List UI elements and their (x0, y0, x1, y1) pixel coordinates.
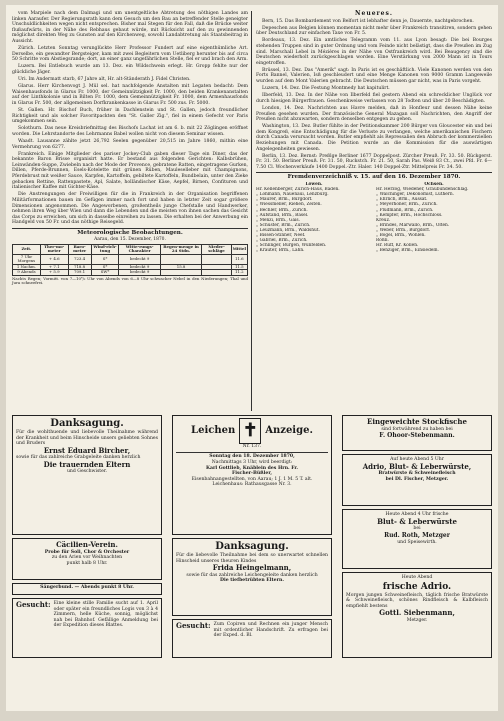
ad-sub: Bratwürste & Schweinefleisch (378, 471, 456, 477)
fremden-entry: „ Aufstand, Brm., Basel. (256, 212, 309, 218)
news-london: London, 14. Dez. Nachrichten aus Havre melden, daß in Honfleur und dessen Nähe keine Preußen gesehen wurden. Der französische General Mazagan soll Nachrichten, den Angriff der Preußen nicht abzuwarten, sondern denselben entgegen zu gehen. (256, 105, 492, 123)
ad-danksagung-heingelmann (172, 538, 332, 616)
article-freiwillige: Die Anstrengungen der Freiwilligen für die in Frankreich in der Organisation begriffenen Militärformationen bauen im Gefügen immer nach fort und haben in letzter Zeit sogar größere Dimensionen angenommen. Die Angeworbenen, großentheils junge Chefstalle und Handwerker, nehmen ihren Weg über Wien und dann die Lebenden und die meisten von ihnen sachen das Gesicht das Corps zu erreichen, um sich in dasselbe einreihen zu lassen. Die erhalten bei der Anwerbung ein Handgeld von 50 Fr. und das nöthige Reisegeld. (12, 192, 248, 226)
meteo-cell (160, 254, 202, 264)
ad-head: Heute Abend (401, 575, 433, 580)
news-depeschen: Depeschen aus Belgien können momentan nicht mehr über Frankreich transitiren, sondern gehen über Deutschland zur einfachen Taxe von Fr. 5. (256, 25, 492, 37)
ad-gesucht-schreiber (172, 619, 332, 658)
meteo-cell: 11.5 (231, 264, 247, 269)
meteo-header-cell: Regen-menge in 24 Stdn. (160, 245, 202, 255)
article-uri: Uri. Im Andermatt starb, 67 Jahre alt, Hr. alt-Ständerath J. Fidel Christen. (18, 77, 191, 83)
meteo-header-cell: Baro-meter (68, 245, 91, 255)
fremden-entry: Kreuz. (376, 217, 391, 223)
ad-sign: sowie für das zahlreiche Leichengeleite danken herzlich (186, 572, 318, 578)
ad-gesucht-logis (12, 598, 162, 658)
ad-sign-2: Die tiefbetrübten Eltern. (220, 578, 284, 584)
ad-title: Cäcilien-Verein. (56, 540, 118, 549)
ad-leichen-anzeige (172, 415, 332, 535)
ad-sign: Die trauernden Eltern (43, 459, 131, 469)
meteo-cell (202, 270, 231, 275)
meteo-title: Meteorologische Beobachtungen. (77, 229, 183, 236)
meteo-subtitle: Aarau, den 15. Dezember, 1870. (94, 237, 166, 243)
meteo-cell: 1 Nachm. (13, 264, 41, 269)
meteo-cell: 709.1 (68, 270, 91, 275)
ad-body: Für die liebevolle Theilnahme bei dem so unerwartet schnellen Hinscheid unseres theuren Kindes (176, 553, 328, 564)
fremden-entry: „ Wiessmeller, Riehen, Zeiten. (256, 202, 322, 208)
fremden-entry: „ Maurer, Brm., Burgdorf. (256, 197, 313, 203)
meteo-cell: 9 Abends (13, 270, 41, 275)
column-divider (251, 11, 252, 411)
meteo-cell: 7 Uhr Morgens (13, 254, 41, 264)
ad-bei: bei (413, 526, 421, 532)
ad-title: Danksagung. (50, 418, 124, 429)
ad-name: Ernst Eduard Bircher, (43, 445, 131, 455)
fremden-entry: Hr. Ruff, Kr. Kollen. (376, 243, 419, 249)
meteo-header-cell: Mittel (231, 245, 247, 255)
ad-body: Morgen jungen Schweinefleisch, täglich frische Bratwürste & Schweinefleisch, schönes Rindfleisch & Kalbfleisch empfiehlt bestens (346, 592, 488, 609)
ad-title-1: Leichen (191, 425, 236, 436)
ad-title-2: Anzeige. (265, 425, 313, 436)
ad-head: Auf heute Abend 5 Uhr (390, 457, 444, 462)
ad-body: Zum Copiren und Rechnen ein junger Mensch mit ordentlicher Handschrift. Zu erfragen bei der Exped. d. Bl. (213, 622, 328, 639)
meteo-cell: 723.4 (68, 254, 91, 264)
ad-title: Gesucht: (16, 600, 51, 609)
ad-role: Metzger. (406, 617, 428, 623)
ad-title: Danksagung. (215, 541, 289, 552)
fremden-entry: „ Bissen-Stinner, Neef. (256, 232, 306, 238)
meteo-header-cell: Ther-mo-meter (40, 245, 68, 255)
meteo-cell (160, 270, 202, 275)
article-st-gallen: St. Gallen. Hr. Bischof Buch, früher in Dachlenstein und St. Gallen, jedoch freundlicher Richtigkeit und als solcher Favoritpackten den "St. Galler Zig.", fiel in einem Gefecht vor Paris umgekommen sein. (12, 108, 248, 125)
ad-name: Karl Gottlieb, Knäblein des Hrn. Fr. (205, 465, 299, 471)
article-waadt: Waadt. Lausanne zählte jetzt 26,792 Seelen gegenüber 20,515 im Jahre 1860, mithin eine Vermehrung von 6277. (12, 138, 248, 150)
ad-caecilien-verein (12, 538, 162, 580)
meteo-cell: 11.2 (231, 270, 247, 275)
meteo-cell: S* (91, 264, 119, 269)
news-berlin-market: Berlin, 13. Dez. Bernst: Preßlge Berliner 1677 Doppelpost. Zürcher Preuß. Fr. 33. 50. Rückgerst. Fr. 31. 50. Berliner Preuß. Fr. 31. 50, Ruckstch. Fr. 21. 50, Sarah Pas. Weiß 83 Ct., zwei Pfd. Fr. 6—7.50 Cl. Wochenverkäufe 1400 Doppel.-Ztr. Haler. 140 Doppel-Ztr. Mittelpreis Fr. 34. 50. (256, 153, 492, 170)
ad-name: Rud. Roth, Metzger (384, 531, 450, 539)
meteo-cell: + 4.6 (40, 254, 68, 264)
meteo-cell: 11.6 (231, 254, 247, 264)
fremden-heading-ochsen: Ochsen. (424, 182, 444, 188)
right-column (256, 11, 492, 253)
meteo-row (13, 270, 248, 275)
meteo-table (12, 244, 248, 275)
fremden-entry: „ Walchinger, Dekonomist, Luthern. (376, 192, 454, 198)
ad-line-2: zu den Arien vor Weihnachten (51, 555, 123, 561)
ad-body: sind fortwährend zu haben bei (381, 426, 453, 432)
ad-roth-metzger (342, 509, 492, 569)
section-title-neueres: Neueres. (355, 10, 393, 17)
meteo-header-cell: Witte-rungs-Charakter (119, 245, 160, 255)
meteo-cell: + 7.1 (40, 264, 68, 269)
ad-date: Sonntag den 18. Dezember 1870, (209, 454, 295, 460)
article-solothurn: Solothurn. Das neue Kreisbriefmittag des Bischofs Lachat ist am 6. b. mit 22 Zöglingen eröffnet worden. Die Lehrstandorte des Lehrmanns Babel wollen nicht von diesem Seminar wissen. (12, 126, 248, 137)
ad-title: frische Adrio. (382, 581, 452, 592)
fremden-entry: „ Bechler, Brm., Zürich. (256, 207, 308, 213)
fremden-entry: „ Benziger, Brm., Einsiedeln. (376, 248, 439, 254)
ad-time: Nachmittags 3 Uhr, wird beerdigt: (211, 459, 293, 465)
meteo-cell: 718.8 (68, 264, 91, 269)
fremden-entry: „ Leuzmann, Brm., Waldshut. (256, 227, 320, 233)
news-bruessel: Brüssel, 13. Dez. Das "Amerik" sagt: In Paris ist es geschäftlich. Viele Kanonen werden von den Forts Bannel, Valerien, Isß geschleudert und eine Menge Kanonen von 9000 Gramm Langeweile wurden auf dem Mont Valerien gebracht. Die Deutschen müssen gar nicht, was in Paris vorgeht. (256, 67, 492, 85)
ad-number: Nr. 137. (242, 444, 262, 449)
ad-title: Sängerbund. — Abends punkt 8 Uhr. (40, 585, 134, 590)
fremden-col-1 (256, 182, 372, 253)
ad-title: Adrio, Blut- & Leberwürste, (362, 461, 472, 471)
meteo-cell: bedeckt 9 (119, 264, 160, 269)
ad-name: Frida Heingelmann, (212, 563, 292, 573)
meteo-cell: SW* (91, 270, 119, 275)
fremden-entry: „ Schlinger, Bürgen, Wünfelden. (256, 243, 327, 249)
meteo-cell: S* (91, 254, 119, 264)
ad-danksagung-bircher (12, 415, 162, 535)
ad-line-3: punkt halb 8 Uhr. (66, 560, 108, 566)
meteo-cell (202, 254, 231, 264)
meteo-header-cell: Wind-rich-tung (91, 245, 119, 255)
ad-name: F. Ohoor-Stebenmann. (379, 432, 455, 440)
ad-siebenmann-metzger (342, 572, 492, 658)
meteo-cell: bedeckt 9 (119, 254, 160, 264)
ad-title: Blut- & Leberwürste (377, 516, 457, 526)
fremden-title: Fremdenverzeichniß v. 15. auf den 16. Dezember 1870. (287, 174, 461, 181)
ad-sign: bei Dl. Fischer, Metzger. (385, 476, 449, 482)
fremden-entry: „ Plüdmann, Brm., Zürich. (376, 207, 434, 213)
ad-head: Heute Abend 4 Uhr frische (385, 512, 449, 517)
newspaper-page (6, 5, 498, 711)
fremden-entry: „ Kräuter, Brm., Lahn. (256, 248, 305, 254)
article-luzern: Luzern. Bei Entlebuch wurde am 13. Dez. ein Wildschwein erlegt. Hr. Gropp fehlte nur der glückliche Jäger. (12, 64, 248, 75)
ad-body: Eisenbahnangestellten, von Aarau; 1 J. 1 M. 5 T. alt. Leichenhaus: Rathausgasse Nr. 3. (191, 476, 313, 488)
news-luzern: Luzern, 14. Dez. Die Festung Montmedy hat kapitulirt. (262, 86, 390, 92)
meteo-header-cell: Nieder-schläge (202, 245, 231, 255)
fremden-list (256, 182, 492, 253)
ad-title: Gesucht: (176, 621, 211, 630)
divider (12, 228, 248, 229)
fremden-entry: „ Weber, Brm., Burgdorf. (376, 227, 431, 233)
ad-fischer-metzger (342, 454, 492, 506)
fremden-entry: Hr. Kellenberger, Zürich-Haus, Baden. (256, 187, 340, 193)
fremden-entry: „ Menzi, Brm., Gais. (256, 217, 300, 223)
meteo-cell: 15.8 (160, 264, 202, 269)
advertisements (12, 415, 492, 705)
fremden-entry: „ Ehrlich, Brm., Aussat. (376, 197, 428, 203)
fremden-entry: „ Kempfer, Brm., Hochschloss. (376, 212, 443, 218)
news-ilberfeld: Ilberfeld, 13. Dez. In der Nähe von Ilberfeld fiel gestern Abend ein schrecklicher Unglück vor durch hiesigen Bürgerfrauen. Geschenkweise verlassen von 28 Todten und über 20 Beschädigten. (256, 93, 492, 104)
meteo-cell: + 5.9 (40, 270, 68, 275)
fremden-entry: „ Meyerhöner, Brm., Zürich. (376, 202, 438, 208)
divider (256, 172, 492, 173)
fremden-col-2 (376, 182, 492, 253)
ad-name: Gottl. Siebenmann, (379, 608, 455, 618)
ad-line-1: Probe für Soli, Chor & Orchester (44, 549, 130, 555)
ad-body-2: sowie für das zahlreiche Grabgeleite danken herzlich (16, 455, 141, 461)
news-bordeaux: Bordeaux, 13. Dez. Ein amtliches Telegramm vom 11. aus Lyon besagt: Die bei Bourges stehenden Truppen sind in guter Ordnung und vom Feinde nicht belästigt, dass die Preußen im Zug sind. Marschall Lebel in Mézières in der Nähe von Ostfrankreich wird. Bei Beaugency sind die Deutschen wiederholt zurückgeschlagen worden. Eine Verstärkung von 2000 Mann ist in Tours eingetroffen. (256, 38, 492, 66)
cross-icon: ✝ (239, 418, 261, 444)
ad-address: und Speisewirth. (397, 540, 437, 546)
fremden-entry: Rößli. (376, 238, 389, 244)
news-washington: Washington, 13. Dez. Butler fühlte in der Petitionskammer 200 Bürger von Gloucester ein und bei dem Kongreß, eine Entschädigung für die Verluste zu verlangen, welche amerikanischen Fischern durch Canada verursacht worden. Butler empfiehlt als Repressalien den Abbruch der kommerziellen Beziehungen mit Canada. Die Petition wurde an die Kommission für die auswärtigen Angelegenheiten gewiesen. (256, 124, 492, 152)
ad-saengerbund (12, 583, 162, 595)
meteo-cell: bedeckt 9 (119, 270, 160, 275)
fremden-entry: „ Schuster, Brm., Zürich. (256, 222, 311, 228)
fremden-entry: „ Bogel, Brm., Wohlen. (376, 232, 426, 238)
meteo-note: Nachts Regen; Vormitt. von 7—10⁴/₂ Uhr von Abends von 6—8 Uhr schwacher Nebel in den Niederungen; Thal und Jura schneefrei. (12, 275, 248, 286)
news-bern: Bern, 15. Das Bombardement von Belfort ist lebhafter denn je, Dauernte, nachtgebrochen. (262, 18, 474, 24)
meteo-row (13, 254, 248, 264)
article-intro: vom Marpiele nach dem Dalmagi und um unentgeltliche Abtretung des nöthigen Landes am linken Aaraufer. Der Regierungsrath kann dem Gesuch um den Bau an betreffender Stelle geneigter Unschuldlichkeiten wegen nicht entsprechen. Bisher mal Stegen für den Fall, daß die Brücke weiter flußaufwärts, in der Nähe des Rebhaus gebaut würde, mit Rücksicht auf den zu gewinnenden möglichst direkten Weg zu Gunsten auf den Kirchenweg, sowohl Landabtretung als Staatsbeitrag in Aussicht. (12, 11, 248, 44)
ad-sign-2: und Geschwister. (66, 469, 108, 475)
ad-body: Für die wohlthuende und liebevolle Theilnahme während der Krankheit und beim Hinscheide unsers geliebten Sohnes und Bruders (16, 430, 158, 447)
ad-stockfische (342, 415, 492, 451)
left-column (12, 11, 248, 286)
fremden-heading-loewen: Löwen. (305, 182, 323, 188)
article-zuerich: Zürich. Letzten Sonntag verunglückte Herr Professor Fundert auf eine eigenthümliche Art. Derselbe, ein gewandter Bergsteiger, kam mit zwei Begleitern vom Uetliberg herunter bis auf circa 50 Schritte vom Abstiegsrande; dort, an einer ganz ungefährlichen Stelle, fiel er und brach den Arm. (12, 46, 248, 63)
ad-body: Eine kleine stille Familie sucht auf 1. April oder später ein freundliches Logis von 3 à 4 Zimmern, helle Küche, sonnig, möglichst nah bei Bahnhof. Gefällige Anmeldung bei der Expedition dieses Blattes. (53, 601, 158, 629)
meteo-header-cell: Zeit. (13, 245, 41, 255)
article-glarus: Glarus. Herr Kirchenvogt J. Mül sel. hat nachfolgende Anstalten mit Legaten bedacht: Dem Waisenhausfonds in Glarus Fr. 1000, der Gemeinnützigkeit Fr. 1000, den beiden Krankenanstalten auf der Linthkolonie und in Bilten Fr. 1000, dem Gemeinnützigkeit Fr. 1000, dem Armenhausfonds in Glarus Fr. 500, der allgemeinen Dorfkrankenkasse in Glarus Fr. 500 zus. Fr. 5000. (12, 84, 248, 106)
ad-name-2: Fischer-Büßler, (231, 471, 273, 477)
fremden-entry: „ Brindes, Marwallo, Brm., Olten. (376, 222, 450, 228)
fremden-entry: „ Gabriel, Brm., Zürich. (256, 238, 308, 244)
fremden-entry: Hr. Herzog, Wiedener, Graubündenschlag. (376, 187, 469, 193)
fremden-entry: „ Lohmann, Nauenaui, Lenzburg. (256, 192, 329, 198)
ad-title: Eingeweichte Stockfische (367, 417, 467, 426)
article-frankreich: Frankreich. Einige Mitglieder des pariser Jockey-Club gaben dieser Tage ein Diner, das der bekannte Baron Brisse organisirt hatte. Er bestand aus folgenden Gerichten: Kalbsbrühen, Leinwänden-Suppe, Zwiebeln nach der Mode der Provence, gebratene Ratten, eingetragene Gurken, Dillen, Pferde-Brunnen, Esels-Kotelette mit grünen Rüben, Mauleselleber mit Champignons, Pferdebrust mit weißer Sauce, Karpfen, Kartoffeln, gebiltete Kartoffeln, Bundbelain, unter den Zieke gebacken Rettine, Rattenpastete, Apl, Salate, holländischer Käse, Aepfel, Birnen, Confituren und italienischer Kaffee mit Gichter-Käse. (12, 151, 248, 191)
